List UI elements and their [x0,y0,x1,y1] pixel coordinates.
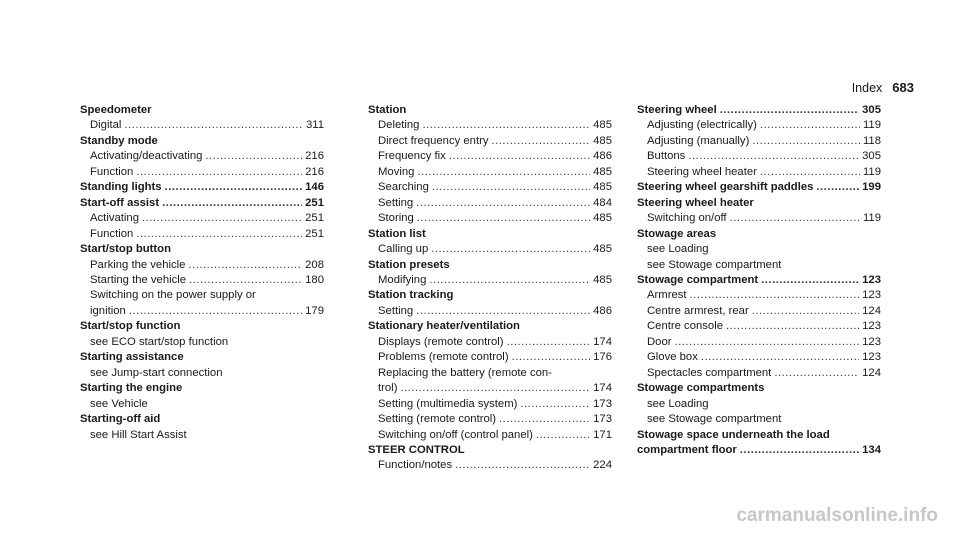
index-subentry: Adjusting (manually) [647,134,750,147]
index-entry [637,196,881,227]
index-entry [368,288,612,319]
leader-dots [162,196,302,211]
index-heading: Starting assistance [80,351,184,364]
index-subentry-line [80,118,324,133]
index-subentry-line [368,180,612,195]
index-subentry: Replacing the battery (remote con- [378,366,552,379]
page-reference[interactable]: 486 [593,304,612,317]
page-reference[interactable]: 173 [593,413,612,426]
index-entry [80,196,324,242]
page-reference[interactable]: 485 [593,273,612,286]
index-heading-line [368,319,612,334]
page-reference[interactable]: 124 [862,366,881,379]
index-subentry-line [80,258,324,273]
page-reference[interactable]: 251 [305,212,324,225]
index-subentry: ignition [90,304,126,317]
index-subentry-line [80,304,324,319]
index-subentry: see Loading [647,397,709,410]
leader-dots [774,366,859,381]
index-subentry-line [637,134,881,149]
index-heading: Station [368,104,407,116]
index-subentry-line [637,335,881,350]
index-subentry: Calling up [378,243,429,256]
page-reference[interactable]: 305 [862,104,881,116]
leader-dots [520,397,590,412]
index-subentry-line [368,304,612,319]
page-reference[interactable]: 485 [593,119,612,132]
leader-dots [816,180,859,195]
index-subentry: Problems (remote control) [378,351,509,364]
index-heading: Stowage compartment [637,273,759,286]
index-subentry-line [637,242,881,257]
index-heading-line [368,288,612,303]
index-subentry: trol) [378,382,398,395]
index-entry [80,103,324,134]
leader-dots [740,443,859,458]
index-subentry: Switching on/off (control panel) [378,428,533,441]
leader-dots [142,211,302,226]
index-column-2 [368,103,612,474]
index-subentry-line [368,350,612,365]
index-entry [637,227,881,273]
leader-dots [422,118,590,133]
index-subentry-line [80,227,324,242]
page-reference[interactable]: 485 [593,181,612,194]
page-reference[interactable]: 118 [862,134,881,147]
leader-dots [416,196,590,211]
index-subentry: Setting [378,304,414,317]
index-subentry: see ECO start/stop function [90,335,229,348]
leader-dots [675,335,860,350]
index-heading-line [637,180,881,195]
page-reference[interactable]: 176 [593,351,612,364]
page-reference[interactable]: 123 [862,351,881,364]
leader-dots [432,180,590,195]
index-entry [368,443,612,474]
index-subentry-line [637,149,881,164]
index-entry [80,134,324,180]
index-entry [637,428,881,443]
index-subentry: Starting the vehicle [90,273,187,286]
leader-dots [690,288,860,303]
index-subentry-line [80,428,324,443]
index-subentry-line [80,149,324,164]
index-subentry: Searching [378,181,429,194]
index-entry [368,227,612,258]
index-column-1 [80,103,324,443]
page-reference[interactable]: 251 [305,196,324,209]
page-reference[interactable]: 123 [862,273,881,286]
leader-dots [752,304,859,319]
index-heading-line [80,180,324,195]
index-subentry: Function [90,165,134,178]
index-entry [80,180,324,195]
page-reference[interactable]: 119 [862,165,881,178]
index-heading: Station list [368,227,426,240]
leader-dots [499,412,590,427]
index-subentry-line [637,258,881,273]
header-page-number: 683 [892,80,914,95]
index-entry [637,381,881,427]
index-heading: Starting-off aid [80,413,161,426]
leader-dots [429,273,590,288]
index-subentry-line [80,335,324,350]
index-subentry-line [368,211,612,226]
index-heading-line [80,412,324,427]
leader-dots [507,335,591,350]
index-entry [368,103,612,227]
index-subentry-line [80,366,324,381]
leader-dots [417,211,590,226]
index-subentry-line [368,273,612,288]
index-subentry: Displays (remote control) [378,335,504,348]
index-subentry-line [368,335,612,350]
page-reference[interactable]: 216 [305,165,324,178]
index-subentry: Door [647,335,672,348]
index-subentry-line [368,134,612,149]
index-heading: Stowage areas [637,227,717,240]
page-reference[interactable]: 119 [862,119,881,132]
index-entry [637,103,881,180]
index-heading-line [637,196,881,211]
page-reference[interactable]: 484 [593,196,612,209]
index-subentry-line [637,412,881,427]
leader-dots [752,134,860,149]
index-heading-line [368,103,612,118]
index-heading: Starting the engine [80,382,183,395]
page-reference[interactable]: 173 [593,397,612,410]
index-heading: Start-off assist [80,196,160,209]
index-subentry-line [80,273,324,288]
index-heading: Speedometer [80,104,152,116]
index-subentry-line [637,165,881,180]
page-reference[interactable]: 174 [593,335,612,348]
index-entry [80,412,324,443]
page-reference[interactable]: 179 [305,304,324,317]
page-header [852,80,914,95]
index-subentry: see Stowage compartment [647,258,782,271]
index-subentry-line [637,118,881,133]
index-heading: STEER CONTROL [368,443,465,456]
index-heading: Steering wheel heater [637,196,754,209]
index-heading-line [80,350,324,365]
page-reference[interactable]: 485 [593,165,612,178]
leader-dots [730,211,860,226]
index-subentry-line [80,288,324,303]
leader-dots [726,319,859,334]
index-subentry: see Stowage compartment [647,413,782,426]
index-heading: Stationary heater/ventilation [368,320,520,333]
index-entry [637,443,881,458]
index-subentry-line [637,350,881,365]
index-subentry-line [368,242,612,257]
index-heading-line [637,428,881,443]
index-subentry: see Hill Start Assist [90,428,187,441]
leader-dots [417,165,590,180]
index-subentry: Switching on/off [647,212,727,225]
index-subentry-line [80,211,324,226]
leader-dots [416,304,590,319]
index-heading-line [80,134,324,149]
index-subentry: Frequency fix [378,150,446,163]
leader-dots [124,118,303,133]
index-heading-line [368,258,612,273]
index-subentry: Deleting [378,119,420,132]
index-subentry: Function/notes [378,459,453,472]
index-heading-line [637,103,881,118]
page-reference[interactable]: 123 [862,320,881,333]
index-subentry-line [368,165,612,180]
index-heading-line [368,443,612,458]
index-heading: Stowage space underneath the load [637,428,830,441]
page-reference[interactable]: 224 [593,459,612,472]
page-reference[interactable]: 486 [593,150,612,163]
leader-dots [189,273,302,288]
leader-dots [449,149,590,164]
leader-dots [431,242,590,257]
leader-dots [688,149,859,164]
index-subentry-line [368,428,612,443]
index-subentry: Adjusting (electrically) [647,119,757,132]
index-subentry: see Loading [647,243,709,256]
leader-dots [165,180,303,195]
page-reference[interactable]: 180 [305,273,324,286]
page-reference[interactable]: 485 [593,134,612,147]
index-subentry: Armrest [647,289,687,302]
index-heading: Station tracking [368,289,454,302]
index-subentry: Setting (multimedia system) [378,397,518,410]
index-subentry: Modifying [378,273,427,286]
index-subentry: Digital [90,119,122,132]
index-subentry: see Jump-start connection [90,366,223,379]
index-heading-line [80,319,324,334]
index-subentry: Steering wheel heater [647,165,757,178]
page-reference[interactable]: 485 [593,212,612,225]
index-subentry-line [637,304,881,319]
leader-dots [492,134,591,149]
index-entry [637,273,881,381]
leader-dots [188,258,302,273]
page-reference[interactable]: 146 [305,181,324,194]
watermark: carmanualsonline.info [736,505,938,526]
index-entry [368,319,612,443]
index-heading: Steering wheel [637,104,717,116]
index-entry [368,258,612,289]
index-subentry: Direct frequency entry [378,134,489,147]
index-subentry: Function [90,227,134,240]
index-heading: Stowage compartments [637,382,765,395]
index-heading-line [637,227,881,242]
index-subentry-line [368,397,612,412]
page-reference[interactable]: 174 [593,382,612,395]
index-subentry: Storing [378,212,414,225]
index-subentry: Glove box [647,351,698,364]
index-heading-line [80,381,324,396]
index-heading-line [637,273,881,288]
index-entry [80,319,324,350]
index-heading-line [80,242,324,257]
leader-dots [455,458,590,473]
page-reference[interactable]: 485 [593,243,612,256]
index-entry [80,381,324,412]
index-heading-line [637,443,881,458]
leader-dots [205,149,302,164]
leader-dots [760,165,860,180]
leader-dots [136,227,302,242]
index-column-3 [637,103,881,458]
page-reference[interactable]: 199 [862,181,881,194]
page-reference[interactable]: 171 [593,428,612,441]
index-heading-line [368,227,612,242]
header-title: Index [851,81,883,95]
index-subentry: Spectacles compartment [647,366,772,379]
index-subentry-line [637,319,881,334]
index-heading-line [80,196,324,211]
index-subentry: see Vehicle [90,397,148,410]
index-subentry: Centre console [647,320,723,333]
page-reference[interactable]: 123 [862,335,881,348]
index-heading: Standing lights [80,181,162,194]
index-subentry-line [368,381,612,396]
index-subentry: Buttons [647,150,686,163]
index-subentry-line [637,288,881,303]
index-subentry-line [368,366,612,381]
index-subentry: Activating [90,212,139,225]
index-heading: compartment floor [637,443,737,456]
index-subentry-line [368,196,612,211]
index-heading: Start/stop function [80,320,181,333]
index-entry [80,350,324,381]
index-subentry: Activating/deactivating [90,150,203,163]
page-reference[interactable]: 305 [862,150,881,163]
page-reference[interactable]: 216 [305,150,324,163]
index-subentry-line [368,149,612,164]
index-heading: Steering wheel gearshift paddles [637,181,814,194]
leader-dots [512,350,591,365]
index-subentry: Setting (remote control) [378,413,497,426]
page-reference[interactable]: 251 [305,227,324,240]
index-subentry-line [80,397,324,412]
index-heading: Station presets [368,258,450,271]
leader-dots [136,165,302,180]
index-subentry-line [637,397,881,412]
index-subentry: Moving [378,165,415,178]
index-subentry: Centre armrest, rear [647,304,749,317]
leader-dots [536,428,590,443]
index-heading: Start/stop button [80,243,171,256]
leader-dots [720,103,859,118]
index-entry [637,180,881,195]
page-reference[interactable]: 134 [862,443,881,456]
index-subentry: Parking the vehicle [90,258,186,271]
page-reference[interactable]: 119 [862,212,881,225]
leader-dots [760,118,860,133]
leader-dots [129,304,302,319]
page-reference[interactable]: 124 [862,304,881,317]
leader-dots [701,350,859,365]
index-subentry-line [368,118,612,133]
index-entry [80,242,324,319]
page-reference[interactable]: 123 [862,289,881,302]
index-subentry: Setting [378,196,414,209]
index-heading: Standby mode [80,134,158,147]
index-heading-line [637,381,881,396]
page-reference[interactable]: 208 [305,258,324,271]
index-subentry-line [637,211,881,226]
index-subentry-line [368,458,612,473]
index-subentry-line [637,366,881,381]
index-subentry-line [368,412,612,427]
page-reference[interactable]: 311 [305,119,324,132]
leader-dots [761,273,859,288]
index-subentry: Switching on the power supply or [90,289,256,302]
leader-dots [400,381,590,396]
index-heading-line [80,103,324,118]
index-subentry-line [80,165,324,180]
